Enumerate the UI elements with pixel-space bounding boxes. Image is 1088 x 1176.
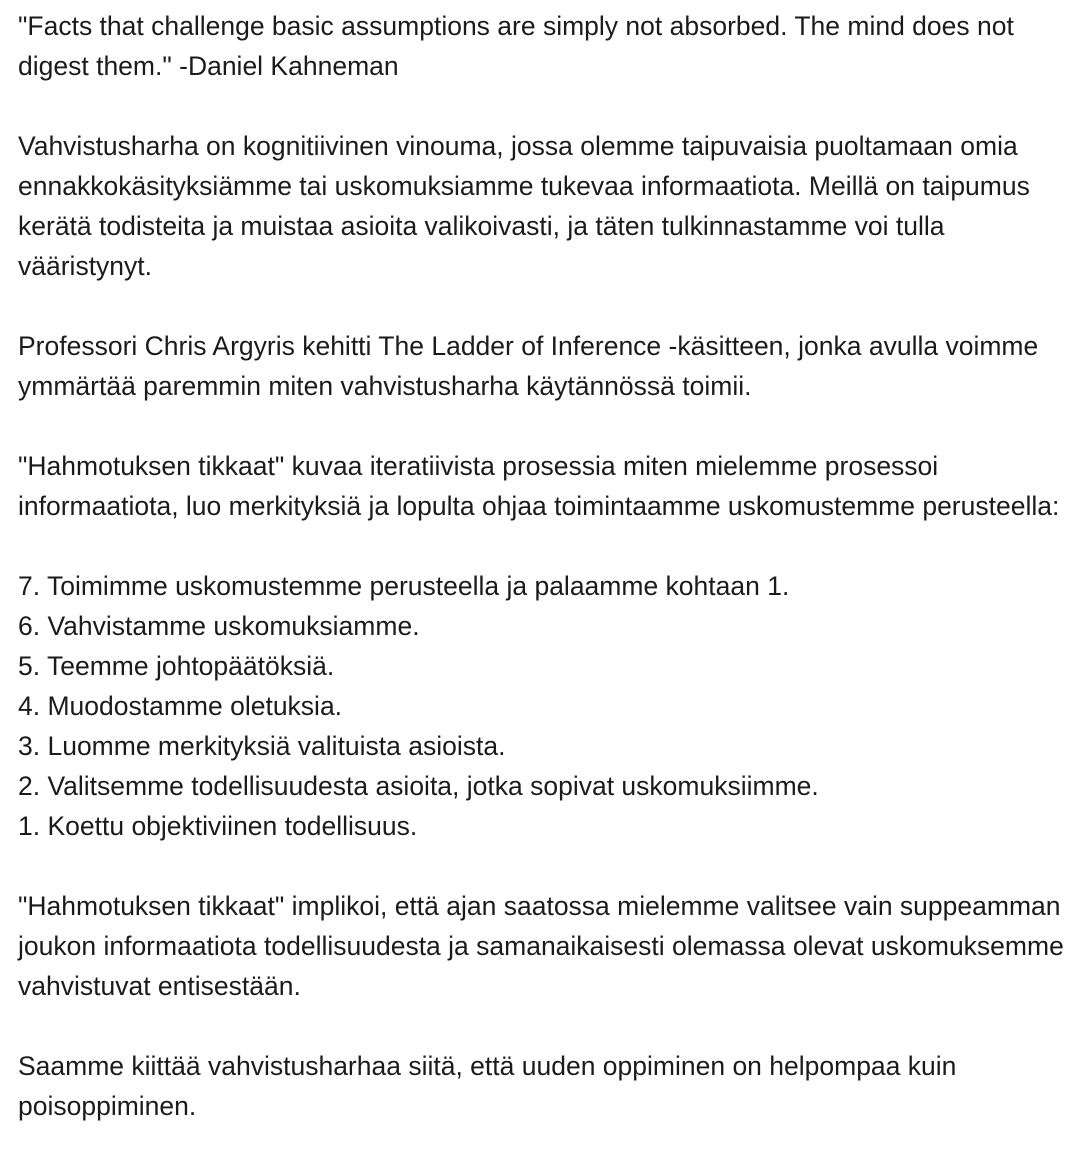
argyris-paragraph: Professori Chris Argyris kehitti The Ladder of Inference -käsitteen, jonka avulla voimme ymmärtää paremmin miten vahvistusharha käytännössä toimii.	[18, 331, 1039, 401]
list-item: 4. Muodostamme oletuksia.	[18, 691, 343, 721]
list-item: 3. Luomme merkityksiä valituista asioista.	[18, 731, 506, 761]
ladder-intro-paragraph: "Hahmotuksen tikkaat" kuvaa iteratiivista prosessia miten mielemme prosessoi informaatiota, luo merkityksiä ja lopulta ohjaa toimintaamme uskomustemme perusteella:	[18, 451, 1060, 521]
confirmation-bias-paragraph: Vahvistusharha on kognitiivinen vinouma, jossa olemme taipuvaisia puoltamaan omia ennakkokäsityksiämme tai uskomuksiamme tukevaa informaatiota. Meillä on taipumus kerätä todisteita ja muistaa asioita valikoivasti, ja täten tulkinnastamme voi tulla vääristynyt.	[18, 131, 1030, 281]
ladder-steps-list	[18, 566, 1068, 846]
ladder-implication-paragraph: "Hahmotuksen tikkaat" implikoi, että ajan saatossa mielemme valitsee vain suppeamman joukon informaatiota todellisuudesta ja samanaikaisesti olemassa olevat uskomuksemme vahvistuvat entisestään.	[18, 891, 1064, 1001]
list-item: 6. Vahvistamme uskomuksiamme.	[18, 611, 420, 641]
post-body	[18, 6, 1068, 1126]
closing-paragraph: Saamme kiittää vahvistusharhaa siitä, että uuden oppiminen on helpompaa kuin poisoppiminen.	[18, 1051, 957, 1121]
kahneman-quote: "Facts that challenge basic assumptions are simply not absorbed. The mind does not digest them." -Daniel Kahneman	[18, 11, 1014, 81]
list-item: 1. Koettu objektiviinen todellisuus.	[18, 811, 418, 841]
list-item: 5. Teemme johtopäätöksiä.	[18, 651, 335, 681]
list-item: 7. Toimimme uskomustemme perusteella ja palaamme kohtaan 1.	[18, 571, 790, 601]
list-item: 2. Valitsemme todellisuudesta asioita, jotka sopivat uskomuksiimme.	[18, 771, 819, 801]
